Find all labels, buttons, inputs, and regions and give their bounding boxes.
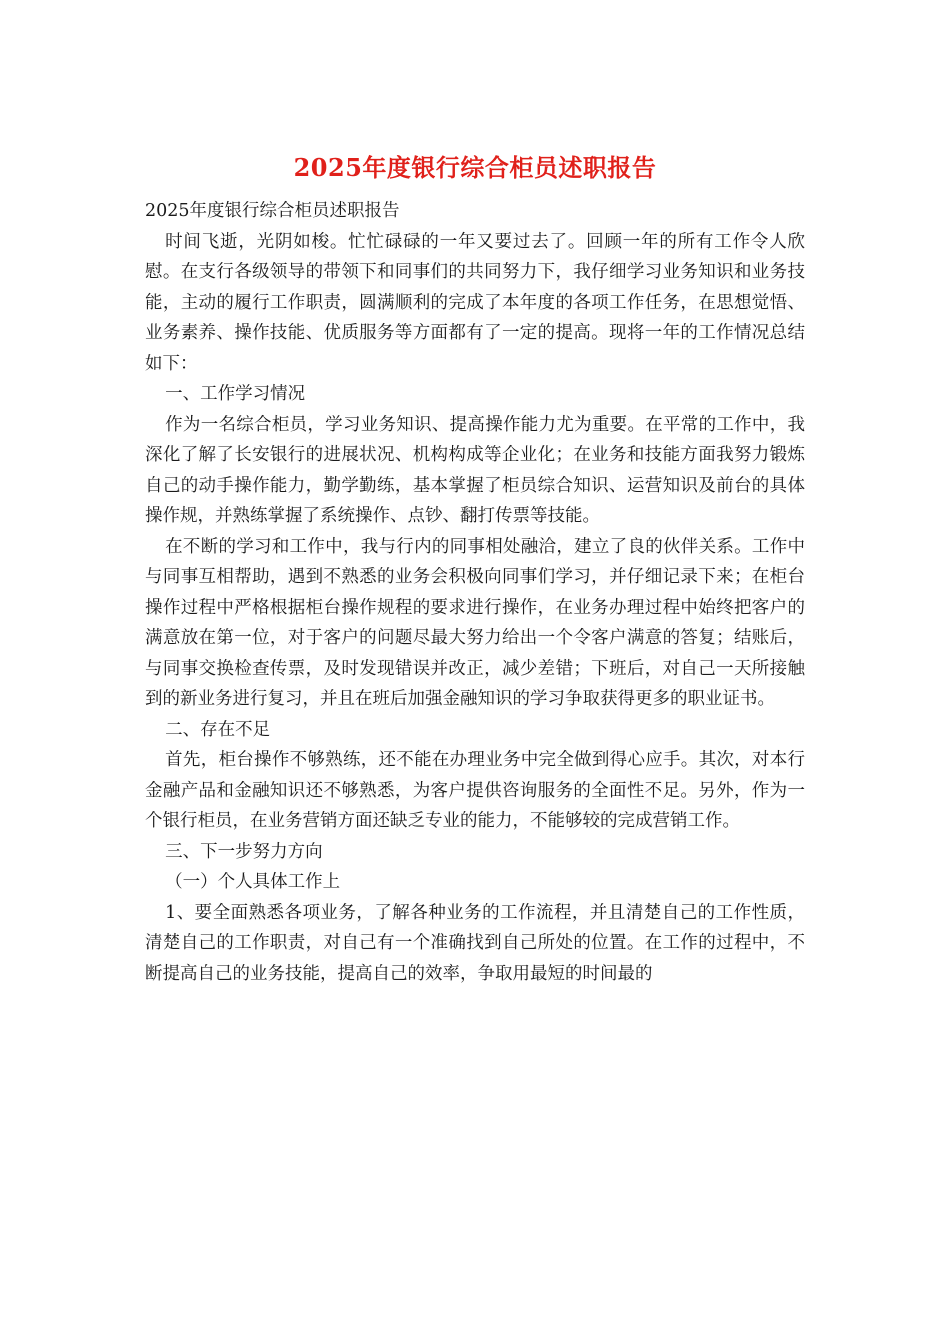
section-heading: 三、下一步努力方向 xyxy=(165,841,323,862)
section-heading: 二、存在不足 xyxy=(165,719,271,740)
section-heading: 一、工作学习情况 xyxy=(165,384,306,404)
paragraph: 在不断的学习和工作中，我与行内的同事相处融洽，建立了良的伙伴关系。工作中与同事互相帮助，遇到不熟悉的业务会积极向同事们学习，并仔细记录下来；在柜台操作过程中严格根据柜台操作规程的要求进行操作，在业务办理过程中始终把客户的满意放在第一位，对于客户的问题尽最大努力给出一个令客户满意的答复；结账后，与同事交换检查传票，及时发现错误并改正，减少差错；下班后，对自己一天所接触到的新业务进行复习，并且在班后加强金融知识的学习争取获得更多的职业证书。 xyxy=(145,536,805,709)
document-body xyxy=(145,196,805,989)
paragraph: 作为一名综合柜员，学习业务知识、提高操作能力尤为重要。在平常的工作中，我深化了解了长安银行的进展状况、机构构成等企业化；在业务和技能方面我努力锻炼自己的动手操作能力，勤学勤练，基本掌握了柜员综合知识、运营知识及前台的具体操作规，并熟练掌握了系统操作、点钞、翻打传票等技能。 xyxy=(145,414,805,526)
paragraph: 2025年度银行综合柜员述职报告 xyxy=(145,201,400,221)
document-title: 2025年度银行综合柜员述职报告 xyxy=(293,153,657,182)
paragraph: 首先，柜台操作不够熟练，还不能在办理业务中完全做到得心应手。其次，对本行金融产品和金融知识还不够熟悉，为客户提供咨询服务的全面性不足。另外，作为一个银行柜员，在业务营销方面还缺乏专业的能力，不能够较的完成营销工作。 xyxy=(145,750,805,831)
paragraph: 1、要全面熟悉各项业务，了解各种业务的工作流程，并且清楚自己的工作性质，清楚自己的工作职责，对自己有一个准确找到自己所处的位置。在工作的过程中，不断提高自己的业务技能，提高自己的效率，争取用最短的时间最的 xyxy=(145,902,805,984)
subsection-heading: （一）个人具体工作上 xyxy=(165,872,341,892)
paragraph: 时间飞逝，光阴如梭。忙忙碌碌的一年又要过去了。回顾一年的所有工作令人欣慰。在支行各级领导的带领下和同事们的共同努力下，我仔细学习业务知识和业务技能，主动的履行工作职责，圆满顺利的完成了本年度的各项工作任务，在思想觉悟、业务素养、操作技能、优质服务等方面都有了一定的提高。现将一年的工作情况总结如下： xyxy=(145,231,805,374)
